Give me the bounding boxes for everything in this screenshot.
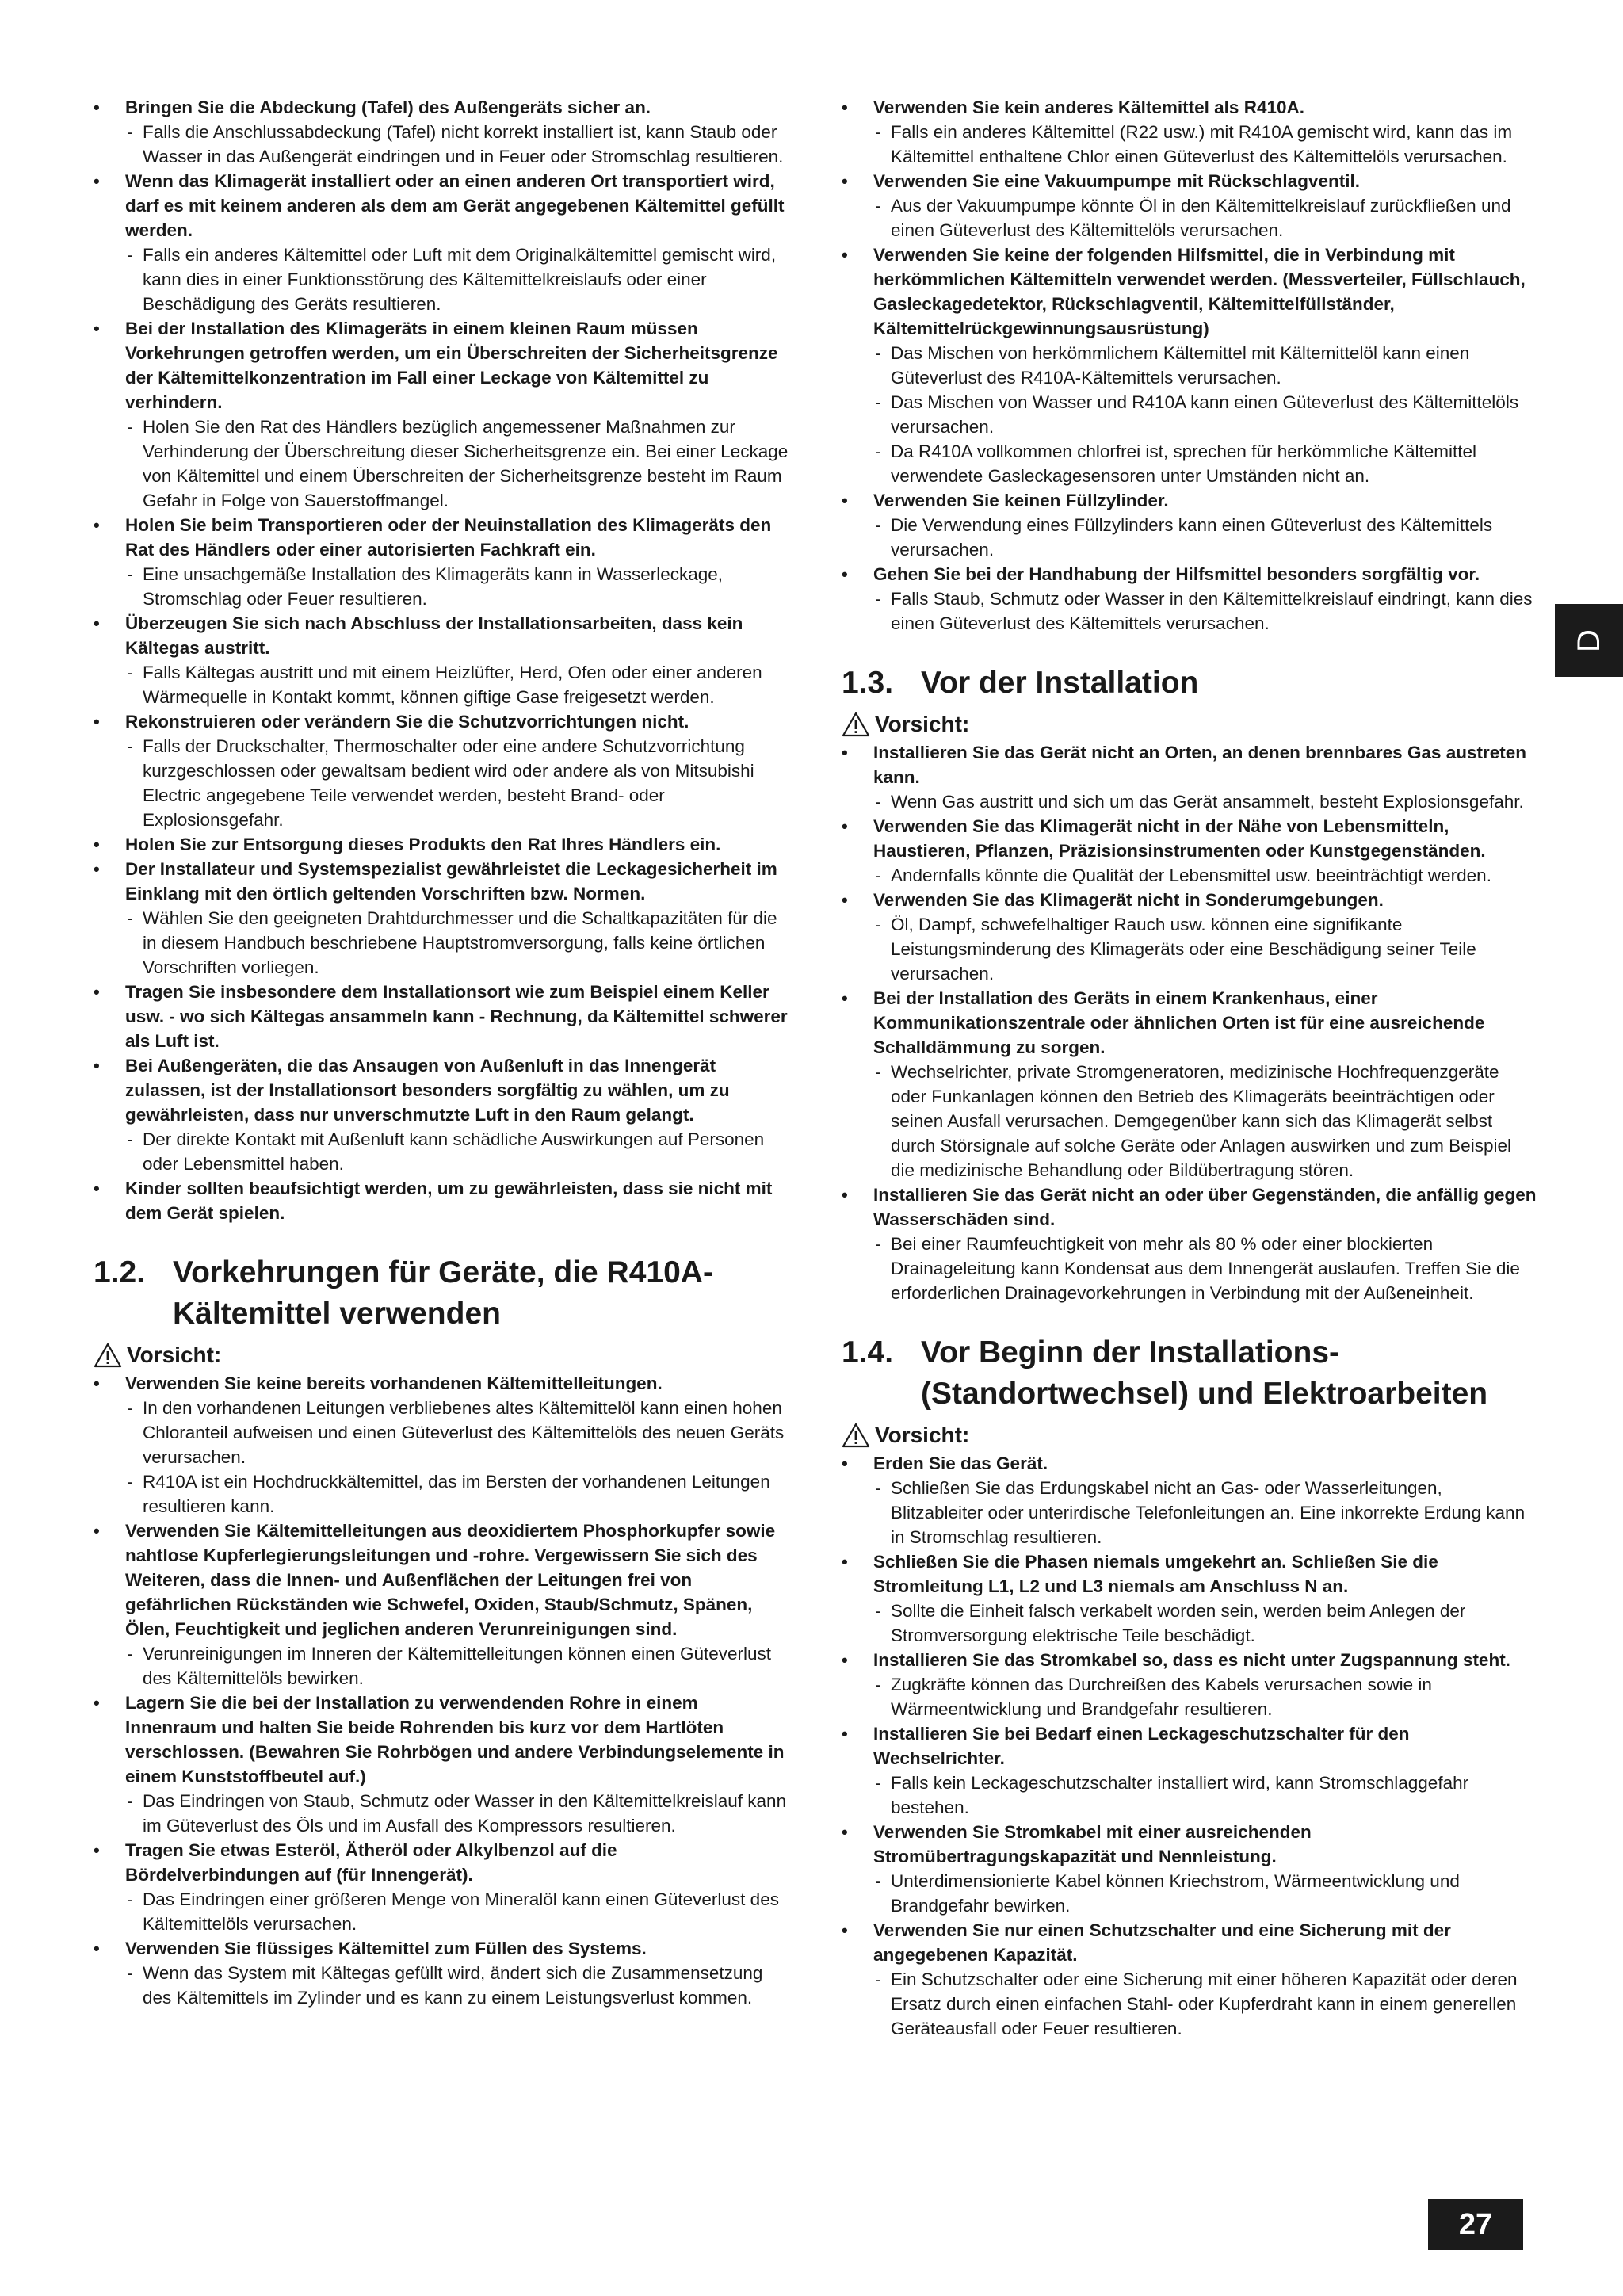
- item-list: [842, 95, 1539, 636]
- bullet-detail: - Da R410A vollkommen chlorfrei ist, sprechen für herkömmliche Kältemittel verwendete Gasleckagesensoren unter Umständen nicht an.: [873, 439, 1539, 488]
- section-heading-1-3: [842, 663, 1539, 704]
- bullet-item: [842, 1549, 1539, 1648]
- bullet-heading: • Tragen Sie etwas Esteröl, Ätheröl oder Alkylbenzol auf die Bördelverbindungen auf (für Innengerät).: [125, 1840, 617, 1885]
- caution-heading: [842, 1421, 1539, 1450]
- bullet-item: [842, 986, 1539, 1182]
- warning-triangle-icon: [842, 1423, 870, 1448]
- item-list: [842, 740, 1539, 1305]
- bullet-item: [842, 562, 1539, 636]
- bullet-heading: • Verwenden Sie keinen Füllzylinder.: [873, 491, 1169, 510]
- bullet-detail: - Andernfalls könnte die Qualität der Lebensmittel usw. beeinträchtigt werden.: [873, 863, 1539, 888]
- bullet-heading: • Verwenden Sie das Klimagerät nicht in der Nähe von Lebensmitteln, Haustieren, Pflanzen, Präzisionsinstrumenten oder Kunstgegenständen.: [873, 816, 1486, 861]
- bullet-item: [842, 1648, 1539, 1721]
- bullet-detail: - Falls Kältegas austritt und mit einem Heizlüfter, Herd, Ofen oder einer anderen Wärmequelle in Kontakt kommt, können giftige Gase freigesetzt werden.: [125, 660, 791, 709]
- warning-triangle-icon: [842, 712, 870, 737]
- bullet-detail: - Bei einer Raumfeuchtigkeit von mehr als 80 % oder einer blockierten Drainageleitung kann Kondensat aus dem Innengerät auslaufen. Treffen Sie die erforderlichen Drainagevorkehrungen in Verbindung mit der Außeneinheit.: [873, 1232, 1539, 1305]
- bullet-heading: • Verwenden Sie eine Vakuumpumpe mit Rückschlagventil.: [873, 171, 1360, 191]
- bullet-item: [842, 1820, 1539, 1918]
- bullet-item: [842, 95, 1539, 169]
- bullet-heading: • Verwenden Sie das Klimagerät nicht in Sonderumgebungen.: [873, 890, 1384, 910]
- bullet-detail: - Falls kein Leckageschutzschalter installiert wird, kann Stromschlaggefahr bestehen.: [873, 1771, 1539, 1820]
- bullet-detail: - Aus der Vakuumpumpe könnte Öl in den Kältemittelkreislauf zurückfließen und einen Güteverlust des Kältemittelöls verursachen.: [873, 193, 1539, 243]
- bullet-detail: - Das Eindringen von Staub, Schmutz oder Wasser in den Kältemittelkreislauf kann im Güteverlust des Öls und im Ausfall des Kompressors resultieren.: [125, 1789, 791, 1838]
- bullet-item: [842, 814, 1539, 888]
- bullet-item: [94, 1690, 791, 1838]
- bullet-item: [94, 1519, 791, 1690]
- bullet-item: [94, 709, 791, 832]
- bullet-item: [94, 316, 791, 513]
- section-number: 1.3.: [842, 666, 894, 700]
- bullet-item: [842, 1721, 1539, 1820]
- bullet-detail: - Zugkräfte können das Durchreißen des Kabels verursachen sowie in Wärmeentwicklung und Brandgefahr resultieren.: [873, 1672, 1539, 1721]
- bullet-detail: - Der direkte Kontakt mit Außenluft kann schädliche Auswirkungen auf Personen oder Lebensmittel haben.: [125, 1127, 791, 1176]
- bullet-item: [842, 888, 1539, 986]
- bullet-item: [842, 169, 1539, 243]
- bullet-item: [94, 169, 791, 316]
- caution-label: Vorsicht:: [875, 1423, 970, 1447]
- bullet-item: [842, 243, 1539, 488]
- warning-triangle-icon: [94, 1343, 122, 1368]
- bullet-item: [94, 1371, 791, 1519]
- bullet-heading: • Verwenden Sie flüssiges Kältemittel zum Füllen des Systems.: [125, 1939, 647, 1958]
- bullet-detail: - Wechselrichter, private Stromgeneratoren, medizinische Hochfrequenzgeräte oder Funkanlagen können den Betrieb des Klimageräts beeinträchtigen oder seinen Ausfall verursachen. Demgegenüber kann sich das Klimagerät selbst durch Störsignale auf solche Geräte oder Anlagen auswirken und zum Beispiel die medizinische Behandlung oder Bildübertragung stören.: [873, 1060, 1539, 1182]
- bullet-heading: • Verwenden Sie kein anderes Kältemittel als R410A.: [873, 97, 1304, 117]
- item-list: [94, 95, 791, 1225]
- bullet-detail: - R410A ist ein Hochdruckkältemittel, das im Bersten der vorhandenen Leitungen resultieren kann.: [125, 1469, 791, 1519]
- bullet-item: [94, 1176, 791, 1225]
- bullet-heading: • Verwenden Sie keine der folgenden Hilfsmittel, die in Verbindung mit herkömmlichen Kältemitteln verwendet werden. (Messverteiler, Füllschlauch, Gasleckagedetektor, Rückschlagventil, Kältemittelfüllständer, Kältemittelrückgewinnungsausrüstung): [873, 245, 1526, 338]
- item-list: [94, 1371, 791, 2010]
- bullet-heading: • Tragen Sie insbesondere dem Installationsort wie zum Beispiel einem Keller usw. - wo sich Kältegas ansammeln kann - Rechnung, da Kältemittel schwerer als Luft ist.: [125, 982, 788, 1051]
- page-number: 27: [1428, 2199, 1523, 2250]
- bullet-heading: • Installieren Sie das Stromkabel so, dass es nicht unter Zugspannung steht.: [873, 1650, 1510, 1670]
- section-title: Vor Beginn der Installations-(Standortwechsel) und Elektroarbeiten: [921, 1335, 1488, 1411]
- bullet-heading: • Installieren Sie das Gerät nicht an Orten, an denen brennbares Gas austreten kann.: [873, 743, 1527, 787]
- bullet-heading: • Installieren Sie bei Bedarf einen Leckageschutzschalter für den Wechselrichter.: [873, 1724, 1410, 1768]
- section-title: Vorkehrungen für Geräte, die R410A-Kältemittel verwenden: [173, 1255, 713, 1331]
- bullet-detail: - Öl, Dampf, schwefelhaltiger Rauch usw. können eine signifikante Leistungsminderung des Klimageräts oder eine Beschädigung seiner Teile verursachen.: [873, 912, 1539, 986]
- bullet-detail: - Falls die Anschlussabdeckung (Tafel) nicht korrekt installiert ist, kann Staub oder Wasser in das Außengerät eindringen und in Feuer oder Stromschlag resultieren.: [125, 120, 791, 169]
- bullet-detail: - Die Verwendung eines Füllzylinders kann einen Güteverlust des Kältemittels verursachen.: [873, 513, 1539, 562]
- bullet-detail: - Unterdimensionierte Kabel können Kriechstrom, Wärmeentwicklung und Brandgefahr bewirken.: [873, 1869, 1539, 1918]
- bullet-item: [94, 1838, 791, 1936]
- bullet-detail: - Holen Sie den Rat des Händlers bezüglich angemessener Maßnahmen zur Verhinderung der Überschreitung dieser Sicherheitsgrenze ein. Bei einer Leckage von Kältemittel und einem Überschreiten der Sicherheitsgrenze besteht im Raum Gefahr in Folge von Sauerstoffmangel.: [125, 415, 791, 513]
- section-heading-1-2: [94, 1252, 791, 1335]
- bullet-heading: • Holen Sie zur Entsorgung dieses Produkts den Rat Ihres Händlers ein.: [125, 835, 721, 854]
- bullet-heading: • Bringen Sie die Abdeckung (Tafel) des Außengeräts sicher an.: [125, 97, 651, 117]
- bullet-heading: • Überzeugen Sie sich nach Abschluss der Installationsarbeiten, dass kein Kältegas austritt.: [125, 613, 743, 658]
- bullet-detail: - Falls ein anderes Kältemittel (R22 usw.) mit R410A gemischt wird, kann das im Kältemittel enthaltene Chlor einen Güteverlust des Kältemittelöls verursachen.: [873, 120, 1539, 169]
- section-title: Vor der Installation: [921, 666, 1199, 700]
- bullet-heading: • Erden Sie das Gerät.: [873, 1454, 1048, 1473]
- bullet-item: [842, 1451, 1539, 1549]
- bullet-detail: - Das Eindringen einer größeren Menge von Mineralöl kann einen Güteverlust des Kältemittelöls verursachen.: [125, 1887, 791, 1936]
- bullet-detail: - Eine unsachgemäße Installation des Klimageräts kann in Wasserleckage, Stromschlag oder Feuer resultieren.: [125, 562, 791, 611]
- section-number: 1.4.: [842, 1335, 894, 1370]
- bullet-item: [842, 740, 1539, 814]
- bullet-heading: • Bei der Installation des Klimageräts in einem kleinen Raum müssen Vorkehrungen getroffen werden, um ein Überschreiten der Sicherheitsgrenze der Kältemittelkonzentration im Fall einer Leckage von Kältemittel zu verhindern.: [125, 319, 778, 412]
- bullet-heading: • Schließen Sie die Phasen niemals umgekehrt an. Schließen Sie die Stromleitung L1, L2 und L3 niemals am Anschluss N an.: [873, 1552, 1438, 1596]
- bullet-heading: • Gehen Sie bei der Handhabung der Hilfsmittel besonders sorgfältig vor.: [873, 564, 1480, 584]
- bullet-detail: - Verunreinigungen im Inneren der Kältemittelleitungen können einen Güteverlust des Kältemittelöls bewirken.: [125, 1641, 791, 1690]
- bullet-detail: - Ein Schutzschalter oder eine Sicherung mit einer höheren Kapazität oder deren Ersatz durch einen einfachen Stahl- oder Kupferdraht kann in einem generellen Geräteausfall oder Feuer resultieren.: [873, 1967, 1539, 2041]
- bullet-heading: • Holen Sie beim Transportieren oder der Neuinstallation des Klimageräts den Rat des Händlers oder einer autorisierten Fachkraft ein.: [125, 515, 772, 560]
- item-list: [842, 1451, 1539, 2041]
- bullet-heading: • Verwenden Sie nur einen Schutzschalter und eine Sicherung mit der angegebenen Kapazität.: [873, 1920, 1451, 1965]
- bullet-item: [94, 1053, 791, 1176]
- bullet-heading: • Verwenden Sie Kältemittelleitungen aus deoxidiertem Phosphorkupfer sowie nahtlose Kupferlegierungsleitungen und -rohre. Vergewissern Sie sich des Weiteren, dass die Innen- und Außenflächen der Leitungen frei von gefährlichen Rückständen wie Schwefel, Oxiden, Staub/Schmutz, Spänen, Ölen, Feuchtigkeit und jeglichen anderen Verunreinigungen sind.: [125, 1521, 776, 1639]
- bullet-detail: - Wenn Gas austritt und sich um das Gerät ansammelt, besteht Explosionsgefahr.: [873, 789, 1539, 814]
- bullet-item: [94, 980, 791, 1053]
- bullet-detail: - Sollte die Einheit falsch verkabelt worden sein, werden beim Anlegen der Stromversorgung elektrische Teile beschädigt.: [873, 1599, 1539, 1648]
- bullet-detail: - Das Mischen von Wasser und R410A kann einen Güteverlust des Kältemittelöls verursachen.: [873, 390, 1539, 439]
- bullet-item: [94, 513, 791, 611]
- bullet-heading: • Bei Außengeräten, die das Ansaugen von Außenluft in das Innengerät zulassen, ist der Installationsort besonders sorgfältig zu wählen, um zu gewährleisten, dass nur unverschmutzte Luft in den Raum gelangt.: [125, 1056, 730, 1125]
- language-tab-label: D: [1571, 628, 1606, 652]
- bullet-item: [94, 95, 791, 169]
- caution-label: Vorsicht:: [127, 1343, 222, 1367]
- bullet-item: [94, 832, 791, 857]
- bullet-heading: • Kinder sollten beaufsichtigt werden, um zu gewährleisten, dass sie nicht mit dem Gerät spielen.: [125, 1179, 773, 1223]
- bullet-detail: - Falls der Druckschalter, Thermoschalter oder eine andere Schutzvorrichtung kurzgeschlossen oder gewaltsam bedient wird oder andere als von Mitsubishi Electric angegebene Teile verwendet werden, besteht Brand- oder Explosionsgefahr.: [125, 734, 791, 832]
- right-column: [842, 95, 1539, 2041]
- bullet-heading: • Verwenden Sie keine bereits vorhandenen Kältemittelleitungen.: [125, 1373, 663, 1393]
- bullet-detail: - In den vorhandenen Leitungen verbliebenes altes Kältemittelöl kann einen hohen Chloranteil aufweisen und einen Güteverlust des Kältemittelöls des neuen Geräts verursachen.: [125, 1396, 791, 1469]
- bullet-detail: - Schließen Sie das Erdungskabel nicht an Gas- oder Wasserleitungen, Blitzableiter oder unterirdische Telefonleitungen an. Eine inkorrekte Erdung kann in Stromschlag resultieren.: [873, 1476, 1539, 1549]
- bullet-heading: • Lagern Sie die bei der Installation zu verwendenden Rohre in einem Innenraum und halten Sie beide Rohrenden bis kurz vor dem Hartlöten verschlossen. (Bewahren Sie Rohrbögen und andere Verbindungselemente in einem Kunststoffbeutel auf.): [125, 1693, 785, 1786]
- bullet-heading: • Verwenden Sie Stromkabel mit einer ausreichenden Stromübertragungskapazität und Nennleistung.: [873, 1822, 1312, 1866]
- bullet-detail: - Wenn das System mit Kältegas gefüllt wird, ändert sich die Zusammensetzung des Kältemittels im Zylinder und es kann zu einem Leistungsverlust kommen.: [125, 1961, 791, 2010]
- bullet-heading: • Rekonstruieren oder verändern Sie die Schutzvorrichtungen nicht.: [125, 712, 689, 732]
- language-tab: [1555, 604, 1623, 677]
- section-number: 1.2.: [94, 1255, 146, 1289]
- bullet-item: [94, 857, 791, 980]
- caution-label: Vorsicht:: [875, 712, 970, 736]
- bullet-item: [842, 1182, 1539, 1305]
- bullet-item: [842, 1918, 1539, 2041]
- bullet-item: [94, 1936, 791, 2010]
- caution-heading: [842, 710, 1539, 739]
- bullet-detail: - Das Mischen von herkömmlichem Kältemittel mit Kältemittelöl kann einen Güteverlust des R410A-Kältemittels verursachen.: [873, 341, 1539, 390]
- left-column: [94, 95, 791, 2010]
- bullet-heading: • Der Installateur und Systemspezialist gewährleistet die Leckagesicherheit im Einklang mit den örtlich geltenden Vorschriften bzw. Normen.: [125, 859, 777, 904]
- bullet-detail: - Falls ein anderes Kältemittel oder Luft mit dem Originalkältemittel gemischt wird, kann dies in einer Funktionsstörung des Kältemittelkreislaufs oder einer Beschädigung des Geräts resultieren.: [125, 243, 791, 316]
- bullet-heading: • Wenn das Klimagerät installiert oder an einen anderen Ort transportiert wird, darf es mit keinem anderen als dem am Gerät angegebenen Kältemittel gefüllt werden.: [125, 171, 785, 240]
- bullet-heading: • Installieren Sie das Gerät nicht an oder über Gegenständen, die anfällig gegen Wasserschäden sind.: [873, 1185, 1537, 1229]
- section-heading-1-4: [842, 1332, 1539, 1415]
- bullet-item: [842, 488, 1539, 562]
- bullet-item: [94, 611, 791, 709]
- bullet-detail: - Falls Staub, Schmutz oder Wasser in den Kältemittelkreislauf eindringt, kann dies einen Güteverlust des Kältemittels verursachen.: [873, 586, 1539, 636]
- bullet-detail: - Wählen Sie den geeigneten Drahtdurchmesser und die Schaltkapazitäten für die in diesem Handbuch beschriebene Hauptstromversorgung, falls keine örtlichen Vorschriften vorliegen.: [125, 906, 791, 980]
- bullet-heading: • Bei der Installation des Geräts in einem Krankenhaus, einer Kommunikationszentrale oder ähnlichen Orten ist für eine ausreichende Schalldämmung zu sorgen.: [873, 988, 1485, 1057]
- caution-heading: [94, 1341, 791, 1370]
